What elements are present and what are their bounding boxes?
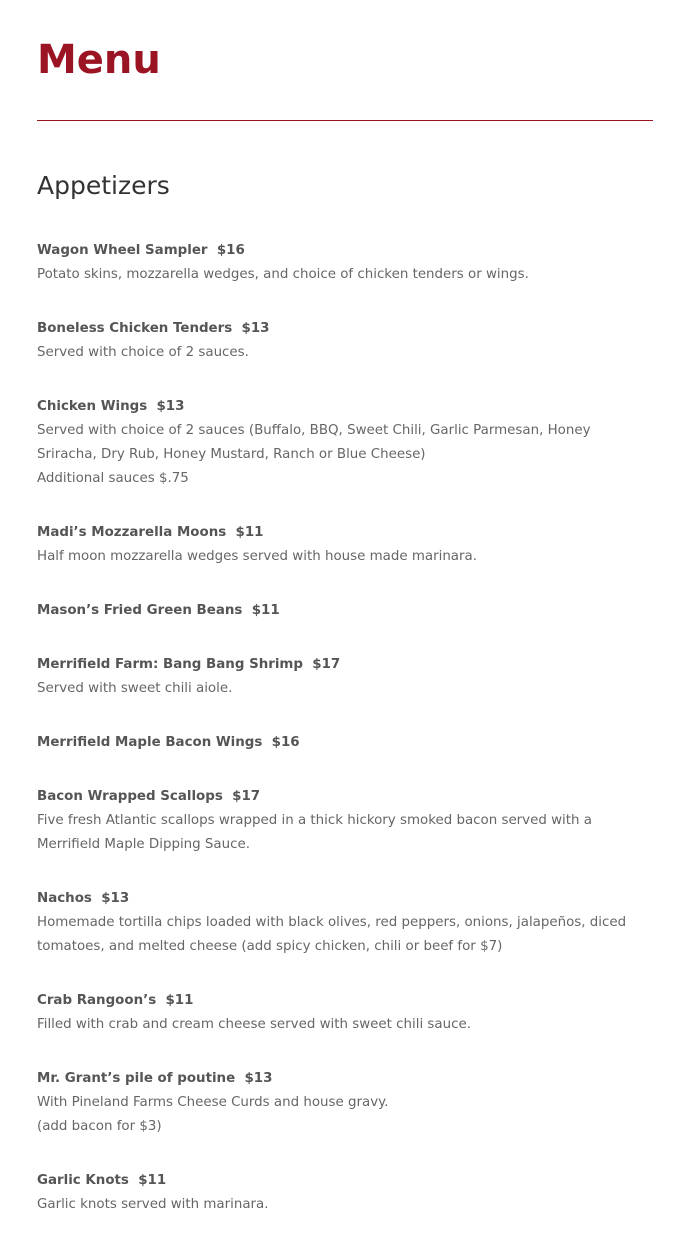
menu-item-description: Additional sauces $.75 (37, 471, 189, 486)
menu-item-description: Served with choice of 2 sauces. (37, 345, 249, 360)
menu-item-name: Nachos $13 (37, 891, 130, 906)
menu-item-description: Served with choice of 2 sauces (Buffalo, BBQ, Sweet Chili, Garlic Parmesan, Honey Sriracha, Dry Rub, Honey Mustard, Ranch or Blue Cheese) (37, 423, 591, 462)
menu-item (37, 887, 653, 959)
menu-item (37, 1067, 653, 1139)
menu-item-list (37, 239, 653, 1247)
section-title-appetizers: Appetizers (37, 171, 170, 200)
menu-item (37, 731, 653, 755)
menu-item-name: Garlic Knots $11 (37, 1173, 167, 1188)
menu-item (37, 599, 653, 623)
menu-item (37, 1169, 653, 1217)
menu-item-description: Garlic knots served with marinara. (37, 1197, 269, 1212)
menu-item (37, 785, 653, 857)
menu-item-name: Boneless Chicken Tenders $13 (37, 321, 270, 336)
menu-item-description: Half moon mozzarella wedges served with house made marinara. (37, 549, 477, 564)
menu-item-name: Madi’s Mozzarella Moons $11 (37, 525, 264, 540)
menu-item (37, 317, 653, 365)
menu-item (37, 989, 653, 1037)
menu-item-name: Crab Rangoon’s $11 (37, 993, 194, 1008)
menu-item-name: Chicken Wings $13 (37, 399, 185, 414)
menu-item-description: Filled with crab and cream cheese served with sweet chili sauce. (37, 1017, 471, 1032)
title-divider (37, 120, 653, 121)
menu-item-description: Homemade tortilla chips loaded with black olives, red peppers, onions, jalapeños, diced tomatoes, and melted cheese (add spicy chicken, chili or beef for $7) (37, 915, 627, 954)
menu-item (37, 239, 653, 287)
page-title: Menu (37, 37, 161, 83)
menu-item-description: Potato skins, mozzarella wedges, and choice of chicken tenders or wings. (37, 267, 529, 282)
menu-item-name: Merrifield Maple Bacon Wings $16 (37, 735, 300, 750)
menu-item (37, 395, 653, 491)
menu-item-description: Served with sweet chili aiole. (37, 681, 233, 696)
menu-item (37, 521, 653, 569)
menu-item-name: Mason’s Fried Green Beans $11 (37, 603, 280, 618)
menu-item (37, 653, 653, 701)
menu-item-description: With Pineland Farms Cheese Curds and house gravy. (37, 1095, 389, 1110)
menu-item-name: Wagon Wheel Sampler $16 (37, 243, 245, 258)
menu-item-name: Merrifield Farm: Bang Bang Shrimp $17 (37, 657, 341, 672)
menu-item-name: Bacon Wrapped Scallops $17 (37, 789, 261, 804)
menu-item-description: Five fresh Atlantic scallops wrapped in a thick hickory smoked bacon served with a Merrifield Maple Dipping Sauce. (37, 813, 592, 852)
menu-item-name: Mr. Grant’s pile of poutine $13 (37, 1071, 273, 1086)
menu-item-description: (add bacon for $3) (37, 1119, 162, 1134)
